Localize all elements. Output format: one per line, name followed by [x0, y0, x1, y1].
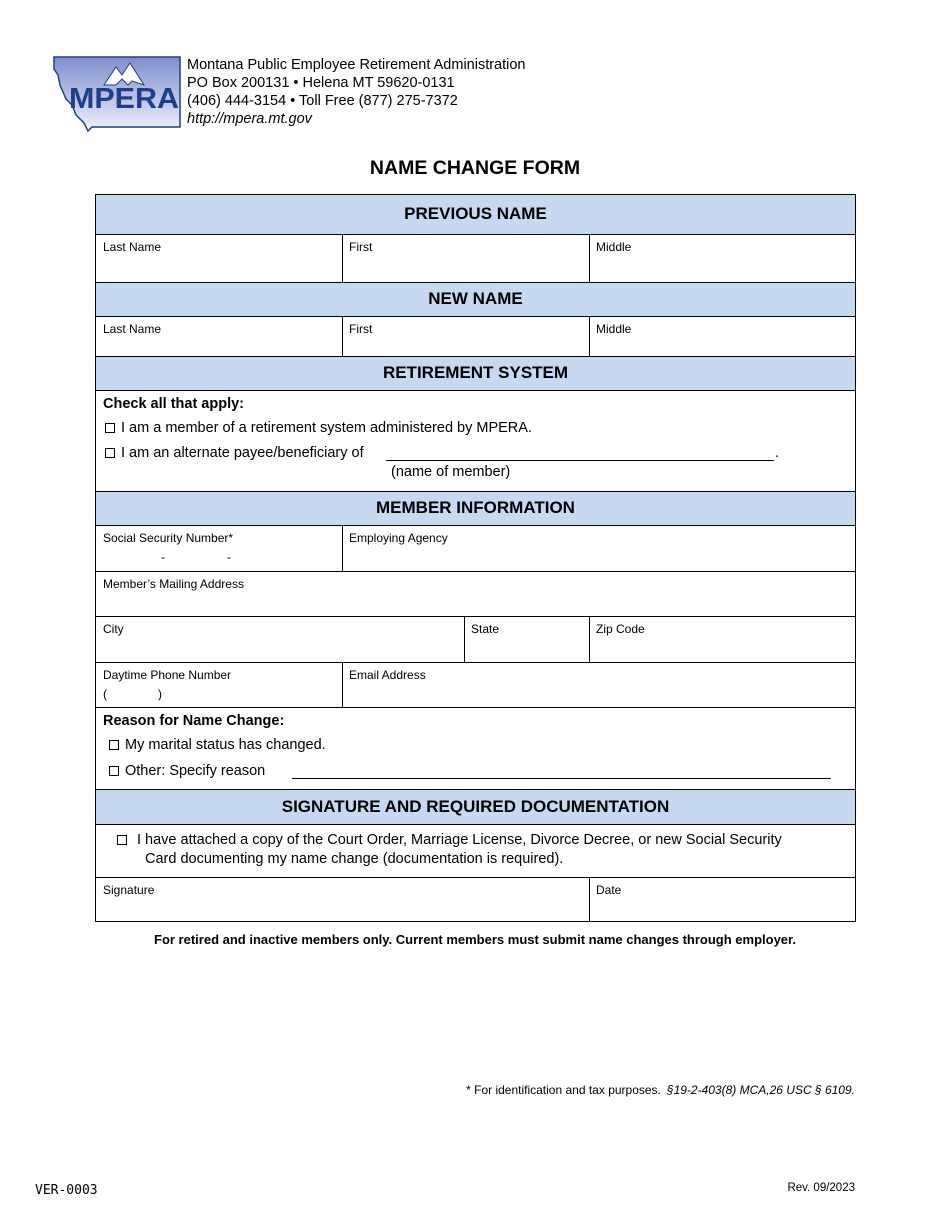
divider — [342, 663, 343, 707]
ssn-dash: - — [227, 550, 231, 564]
new-middle-name-label: Middle — [596, 322, 632, 336]
other-reason-line[interactable] — [292, 778, 831, 779]
phone-paren-open: ( — [103, 687, 107, 701]
signature-label: Signature — [103, 883, 155, 897]
state-field[interactable] — [464, 617, 589, 662]
line-period: . — [775, 445, 780, 461]
new-last-name-field[interactable] — [96, 317, 342, 356]
payee-option[interactable] — [105, 445, 364, 461]
state-label: State — [471, 622, 500, 636]
divider — [342, 526, 343, 571]
prev-first-name-label: First — [349, 240, 373, 254]
member-option[interactable] — [105, 420, 532, 436]
organization-info — [187, 56, 526, 128]
new-last-name-label: Last Name — [103, 322, 162, 336]
email-field[interactable] — [342, 663, 855, 707]
ssn-field[interactable] — [96, 526, 342, 571]
org-url[interactable]: http://mpera.mt.gov — [187, 111, 312, 127]
prev-middle-name-field[interactable] — [589, 235, 855, 283]
city-label: City — [103, 622, 124, 636]
zip-code-field[interactable] — [589, 617, 855, 662]
attestation-line-1: I have attached a copy of the Court Order, Marriage License, Divorce Decree, or new Social Security — [137, 832, 782, 848]
section-member-information: MEMBER INFORMATION — [96, 492, 855, 526]
prev-last-name-field[interactable] — [96, 235, 342, 283]
divider — [589, 878, 590, 921]
org-name: Montana Public Employee Retirement Administration — [187, 57, 526, 73]
divider — [464, 617, 465, 662]
retired-members-footnote: For retired and inactive members only. Current members must submit name changes through employer. — [154, 932, 796, 947]
reason-other-label: Other: Specify reason — [125, 763, 266, 779]
member-checkbox[interactable] — [105, 423, 115, 433]
logo-text: MPERA — [69, 83, 180, 115]
org-phone: (406) 444-3154 • Toll Free (877) 275-7372 — [187, 93, 458, 109]
ssn-dash: - — [161, 550, 165, 564]
payee-option-label: I am an alternate payee/beneficiary of — [121, 445, 364, 461]
identification-note — [466, 1083, 855, 1097]
date-label: Date — [596, 883, 622, 897]
divider — [96, 707, 855, 708]
section-retirement-system: RETIREMENT SYSTEM — [96, 357, 855, 391]
prev-last-name-label: Last Name — [103, 240, 162, 254]
divider — [589, 617, 590, 662]
name-change-form — [95, 194, 856, 922]
new-middle-name-field[interactable] — [589, 317, 855, 356]
identification-note-text: * For identification and tax purposes. — [466, 1083, 661, 1097]
phone-label: Daytime Phone Number — [103, 668, 232, 682]
documentation-attestation[interactable] — [117, 832, 782, 848]
revision-date: Rev. 09/2023 — [787, 1182, 855, 1194]
reason-marital-label: My marital status has changed. — [125, 737, 326, 753]
mpera-logo — [52, 55, 182, 133]
divider — [589, 317, 590, 356]
date-field[interactable] — [589, 878, 855, 921]
phone-paren-close: ) — [158, 687, 162, 701]
form-code: VER-0003 — [35, 1183, 98, 1198]
documentation-checkbox[interactable] — [117, 835, 127, 845]
employing-agency-field[interactable] — [342, 526, 855, 571]
divider — [342, 235, 343, 283]
zip-code-label: Zip Code — [596, 622, 645, 636]
member-name-line[interactable] — [386, 460, 774, 461]
signature-field[interactable] — [96, 878, 589, 921]
form-title: NAME CHANGE FORM — [369, 157, 581, 179]
email-label: Email Address — [349, 668, 426, 682]
section-signature: SIGNATURE AND REQUIRED DOCUMENTATION — [96, 790, 855, 825]
new-first-name-label: First — [349, 322, 373, 336]
prev-first-name-field[interactable] — [342, 235, 589, 283]
reason-other-option[interactable] — [109, 763, 265, 779]
ssn-label: Social Security Number* — [103, 531, 234, 545]
reason-marital-option[interactable] — [109, 737, 326, 753]
prev-middle-name-label: Middle — [596, 240, 632, 254]
section-new-name: NEW NAME — [96, 283, 855, 317]
org-address: PO Box 200131 • Helena MT 59620-0131 — [187, 75, 455, 91]
marital-checkbox[interactable] — [109, 740, 119, 750]
attestation-line-2: Card documenting my name change (documentation is required). — [145, 851, 564, 867]
payee-checkbox[interactable] — [105, 448, 115, 458]
new-first-name-field[interactable] — [342, 317, 589, 356]
mailing-address-field[interactable] — [96, 572, 855, 616]
phone-field[interactable] — [96, 663, 342, 707]
city-field[interactable] — [96, 617, 464, 662]
divider — [589, 235, 590, 283]
other-checkbox[interactable] — [109, 766, 119, 776]
name-of-member-caption: (name of member) — [391, 464, 511, 480]
divider — [342, 317, 343, 356]
identification-citation: §19-2-403(8) MCA,26 USC § 6109. — [666, 1083, 855, 1097]
reason-heading: Reason for Name Change: — [103, 713, 285, 729]
member-option-label: I am a member of a retirement system administered by MPERA. — [121, 420, 532, 436]
mailing-address-label: Member’s Mailing Address — [103, 577, 244, 591]
employing-agency-label: Employing Agency — [349, 531, 448, 545]
section-previous-name: PREVIOUS NAME — [96, 195, 855, 235]
check-all-instruction: Check all that apply: — [103, 396, 245, 412]
